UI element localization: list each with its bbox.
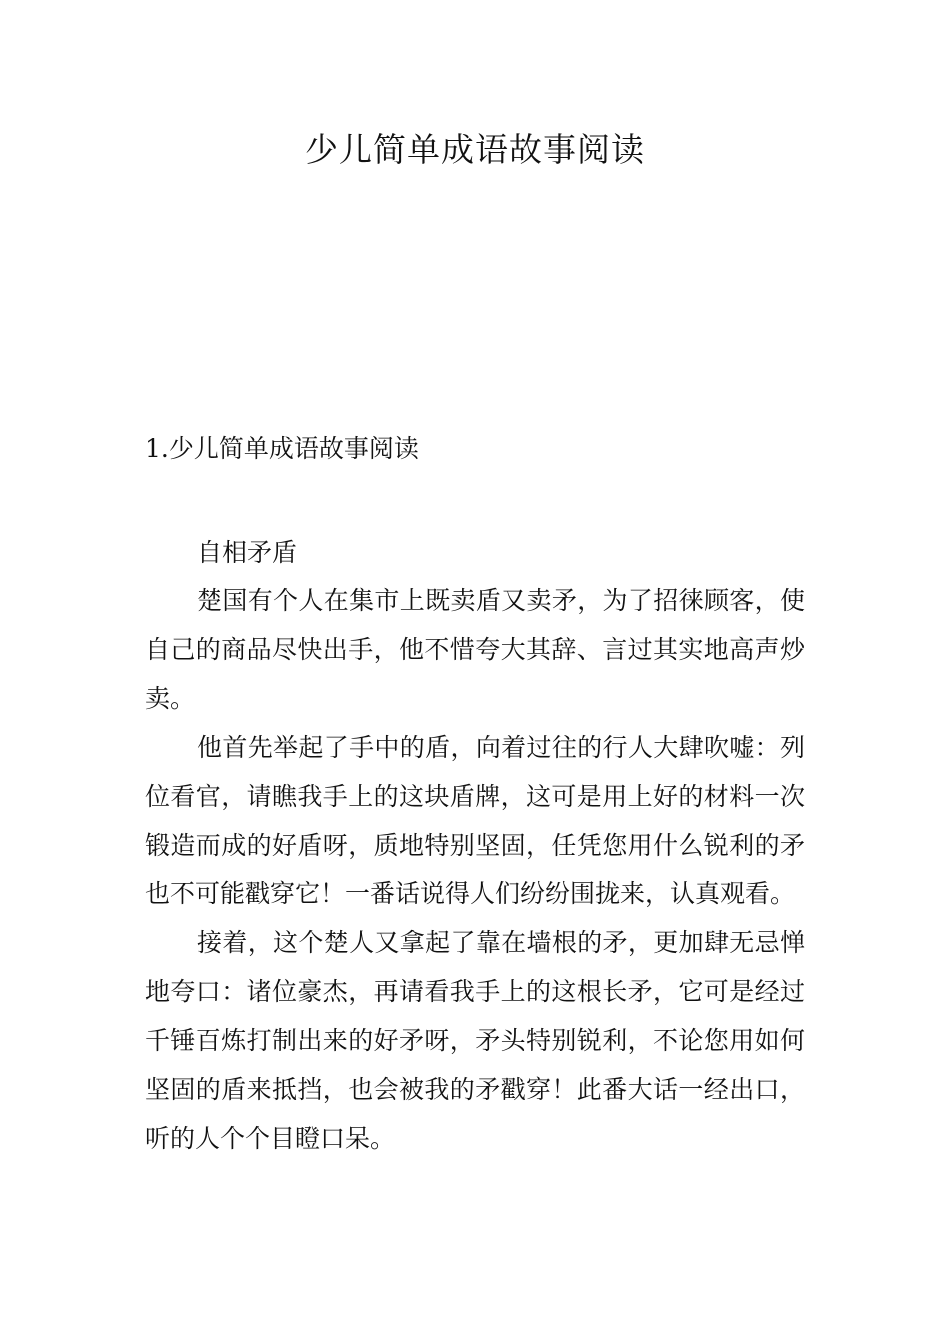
story-paragraph: 接着，这个楚人又拿起了靠在墙根的矛，更加肆无忌惮地夸口：诸位豪杰，再请看我手上的这根长矛，它可是经过千锤百炼打制出来的好矛呀，矛头特别锐利，不论您用如何坚固的盾来抵挡，也会被我的矛戳穿！此番大话一经出口，听的人个个目瞪口呆。: [145, 928, 805, 1153]
document-title: 少儿简单成语故事阅读: [305, 130, 645, 169]
story-title: 自相矛盾: [197, 538, 298, 567]
story-body: [145, 529, 805, 1164]
story-paragraph: 楚国有个人在集市上既卖盾又卖矛，为了招徕顾客，使自己的商品尽快出手，他不惜夸大其辞、言过其实地高声炒卖。: [145, 586, 805, 713]
section-heading: 1.少儿简单成语故事阅读: [145, 434, 419, 463]
story-paragraph: 他首先举起了手中的盾，向着过往的行人大肆吹嘘：列位看官，请瞧我手上的这块盾牌，这可是用上好的材料一次锻造而成的好盾呀，质地特别坚固，任凭您用什么锐利的矛也不可能戳穿它！一番话说得人们纷纷围拢来，认真观看。: [145, 732, 805, 909]
